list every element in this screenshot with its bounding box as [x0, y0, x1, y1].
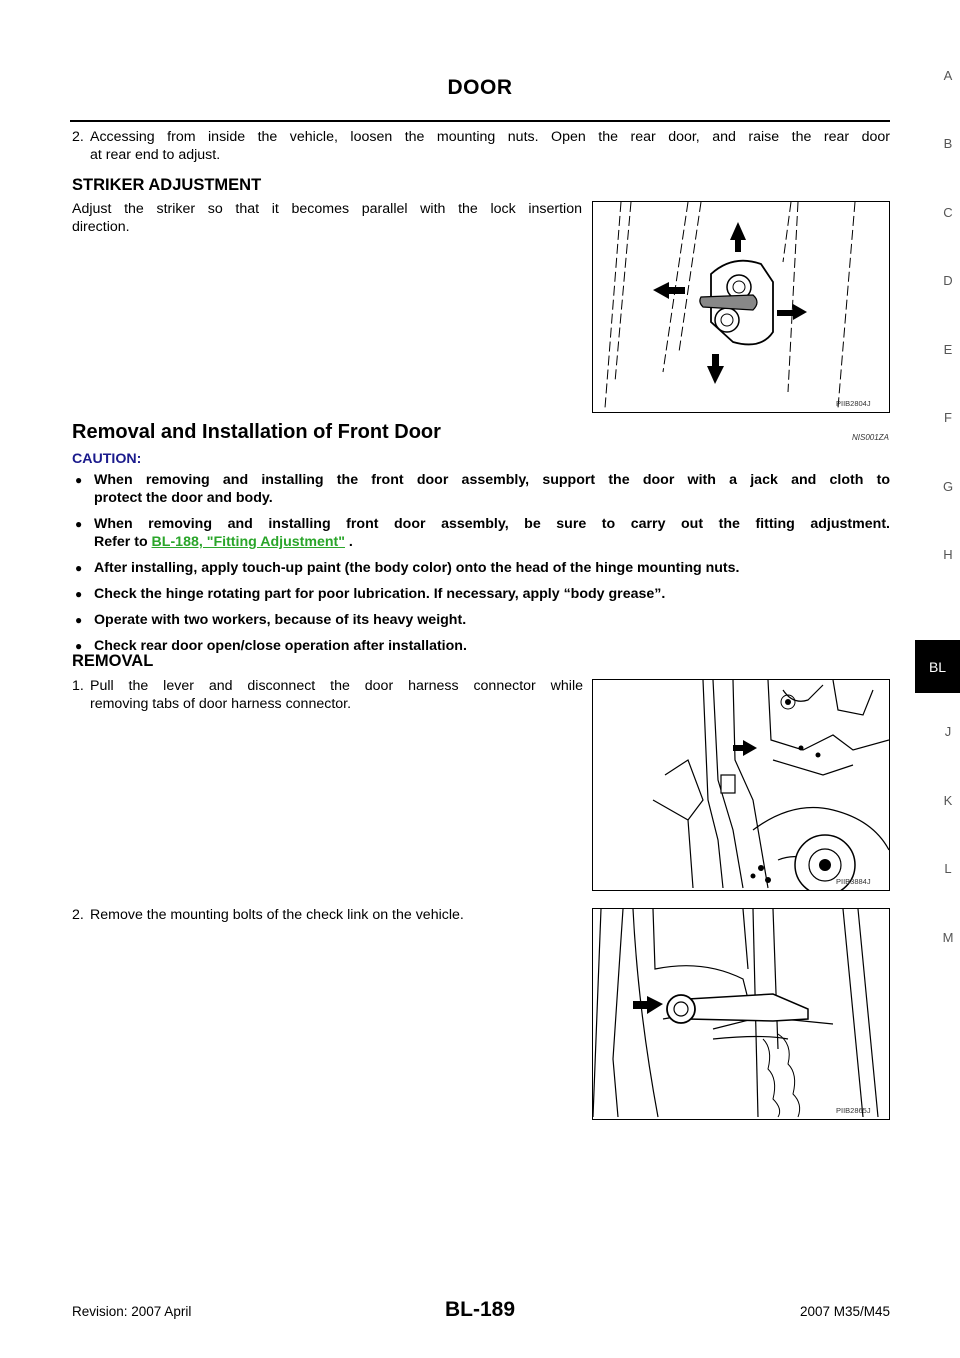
striker-figure [592, 201, 890, 413]
harness-connector-figure [592, 679, 890, 891]
footer-revision: Revision: 2007 April [72, 1304, 192, 1319]
removal-step1-number: 1. [72, 678, 84, 694]
striker-text-line2: direction. [72, 219, 130, 235]
bullet-icon: ● [75, 517, 83, 531]
side-index-a[interactable]: A [943, 68, 953, 83]
removal-step2-text: Remove the mounting bolts of the check link on the vehicle. [90, 907, 464, 923]
caution-item [72, 559, 890, 577]
bullet-icon: ● [75, 613, 83, 627]
caution-item-line1: Check the hinge rotating part for poor lubrication. If necessary, apply “body grease”. [94, 586, 666, 602]
caution-list [72, 471, 890, 663]
check-link-illustration [593, 909, 889, 1119]
side-index-e[interactable]: E [943, 342, 953, 357]
caution-label: CAUTION: [72, 451, 142, 467]
caution-item-line1: When removing and installing front door assembly, be sure to carry out the fitting adjustment. [94, 516, 890, 532]
side-index-k[interactable]: K [943, 793, 953, 808]
check-link-figure-code: PIIB2865J [836, 1106, 871, 1115]
caution-item [72, 585, 890, 603]
intro-step-line2: at rear end to adjust. [90, 147, 221, 163]
page-header-title: DOOR [447, 76, 513, 99]
striker-illustration [593, 202, 889, 412]
caution-item [72, 515, 890, 551]
check-link-figure [592, 908, 890, 1120]
caution-item [72, 611, 890, 629]
caution-item [72, 637, 890, 655]
removal-step2-number: 2. [72, 907, 84, 923]
caution-item-line2: protect the door and body. [94, 490, 273, 506]
bullet-icon: ● [75, 587, 83, 601]
section-code: NIS001ZA [852, 433, 889, 442]
side-index-bl-active[interactable]: BL [915, 640, 960, 693]
caution-item-line1: After installing, apply touch-up paint (the body color) onto the head of the hinge mounting nuts. [94, 560, 740, 576]
side-index-m[interactable]: M [942, 930, 954, 945]
side-index-j[interactable]: J [944, 724, 952, 739]
bullet-icon: ● [75, 561, 83, 575]
caution-item [72, 471, 890, 507]
removal-heading: REMOVAL [72, 652, 154, 670]
caution-item-line1: When removing and installing the front door assembly, support the door with a jack and cloth to [94, 472, 890, 488]
side-index-f[interactable]: F [944, 410, 952, 425]
bullet-icon: ● [75, 639, 83, 653]
fitting-adjustment-link[interactable]: BL-188, "Fitting Adjustment" [151, 534, 345, 550]
side-index-l[interactable]: L [944, 861, 952, 876]
caution-item-line2 [94, 533, 890, 551]
intro-step-line1: Accessing from inside the vehicle, loosen the mounting nuts. Open the rear door, and raise the rear door [90, 129, 890, 145]
footer-model: 2007 M35/M45 [799, 1304, 890, 1319]
caution-item-line1: Check rear door open/close operation after installation. [94, 638, 467, 654]
section-title: Removal and Installation of Front Door [72, 421, 441, 443]
caution-refer-suffix: . [344, 534, 353, 550]
caution-item-line1: Operate with two workers, because of its heavy weight. [94, 612, 467, 628]
striker-figure-code: PIIB2804J [836, 399, 871, 408]
removal-step1-line2: removing tabs of door harness connector. [90, 696, 352, 712]
intro-step-number: 2. [72, 129, 84, 145]
side-index-c[interactable]: C [943, 205, 953, 220]
header-rule [70, 120, 890, 122]
side-index-b[interactable]: B [943, 136, 953, 151]
striker-heading: STRIKER ADJUSTMENT [72, 176, 262, 194]
side-index-g[interactable]: G [942, 479, 954, 494]
removal-step1-line1: Pull the lever and disconnect the door harness connector while [90, 678, 583, 694]
side-index-d[interactable]: D [943, 273, 953, 288]
page-number: BL-189 [444, 1298, 516, 1321]
caution-refer-prefix: Refer to [94, 534, 152, 550]
striker-text-line1: Adjust the striker so that it becomes parallel with the lock insertion [72, 201, 582, 217]
harness-figure-code: PIIB3884J [836, 877, 871, 886]
harness-connector-illustration [593, 680, 889, 890]
bullet-icon: ● [75, 473, 83, 487]
side-index-h[interactable]: H [943, 547, 953, 562]
